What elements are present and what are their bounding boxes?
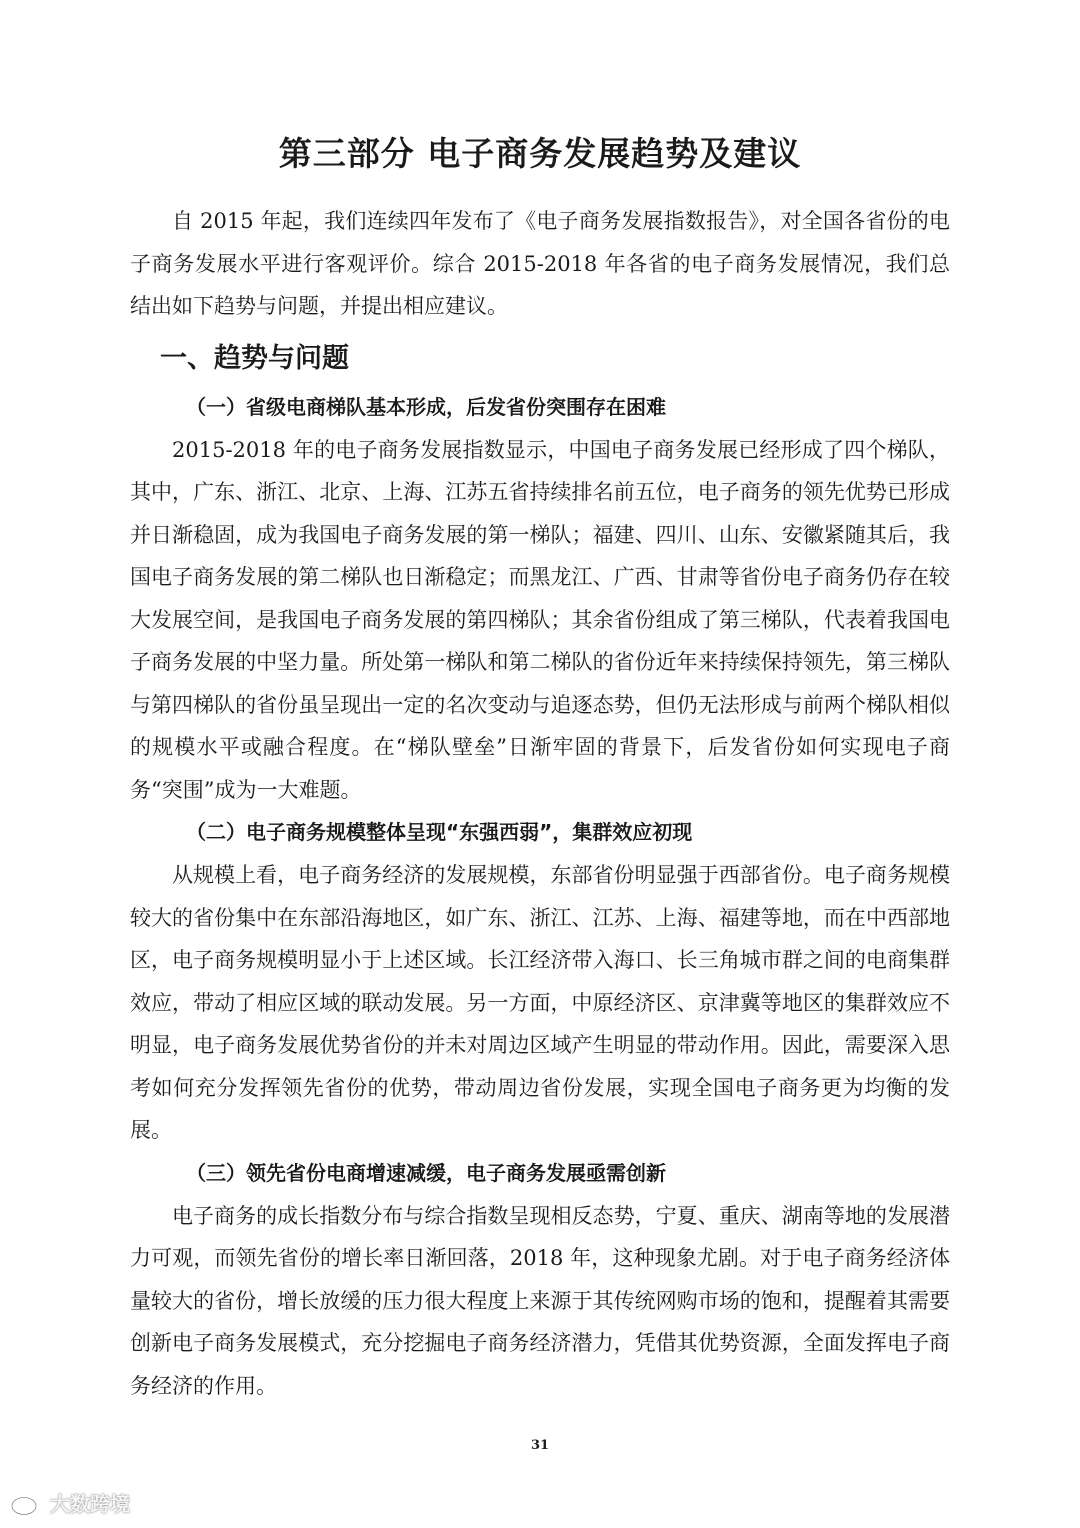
watermark <box>10 1488 130 1517</box>
subsection-heading-2: （二）电子商务规模整体呈现“东强西弱”，集群效应初现 <box>186 820 693 844</box>
watermark-text: 大数跨境 <box>50 1492 130 1516</box>
intro-paragraph: 自 2015 年起，我们连续四年发布了《电子商务发展指数报告》，对全国各省份的电子商务发展水平进行客观评价。综合 2015-2018 年各省的电子商务发展情况，我们总结出如下趋势与问题，并提出相应建议。 <box>130 209 950 318</box>
subsection-heading-3: （三）领先省份电商增速减缓，电子商务发展亟需创新 <box>186 1160 666 1185</box>
section-heading-trends: 一、趋势与问题 <box>160 342 349 374</box>
document-body <box>130 200 950 1407</box>
subsection-heading-1: （一）省级电商梯队基本形成，后发省份突围存在困难 <box>186 394 666 419</box>
page-number: 31 <box>530 1438 550 1453</box>
weibo-logo-icon <box>10 1489 44 1517</box>
page-title: 第三部分 电子商务发展趋势及建议 <box>278 134 802 173</box>
subsection-3-paragraph: 电子商务的成长指数分布与综合指数呈现相反态势，宁夏、重庆、湖南等地的发展潜力可观，而领先省份的增长率日渐回落，2018 年，这种现象尤剧。对于电子商务经济体量较大的省份，增长放缓的压力很大程度上来源于其传统网购市场的饱和，提醒着其需要创新电子商务发展模式，充分挖掘电子商务经济潜力，凭借其优势资源，全面发挥电子商务经济的作用。 <box>130 1203 950 1398</box>
subsection-1-paragraph: 2015-2018 年的电子商务发展指数显示，中国电子商务发展已经形成了四个梯队，其中，广东、浙江、北京、上海、江苏五省持续排名前五位，电子商务的领先优势已形成并日渐稳固，成为我国电子商务发展的第一梯队；福建、四川、山东、安徽紧随其后，我国电子商务发展的第二梯队也日渐稳定；而黑龙江、广西、甘肃等省份电子商务仍存在较大发展空间，是我国电子商务发展的第四梯队；其余省份组成了第三梯队，代表着我国电子商务发展的中坚力量。所处第一梯队和第二梯队的省份近年来持续保持领先，第三梯队与第四梯队的省份虽呈现出一定的名次变动与追逐态势，但仍无法形成与前两个梯队相似的规模水平或融合程度。在“梯队壁垒”日渐牢固的背景下，后发省份如何实现电子商务“突围”成为一大难题。 <box>130 437 950 802</box>
subsection-2-paragraph: 从规模上看，电子商务经济的发展规模，东部省份明显强于西部省份。电子商务规模较大的省份集中在东部沿海地区，如广东、浙江、江苏、上海、福建等地，而在中西部地区，电子商务规模明显小于上述区域。长江经济带入海口、长三角城市群之间的电商集群效应，带动了相应区域的联动发展。另一方面，中原经济区、京津冀等地区的集群效应不明显，电子商务发展优势省份的并未对周边区域产生明显的带动作用。因此，需要深入思考如何充分发挥领先省份的优势，带动周边省份发展，实现全国电子商务更为均衡的发展。 <box>130 863 950 1142</box>
